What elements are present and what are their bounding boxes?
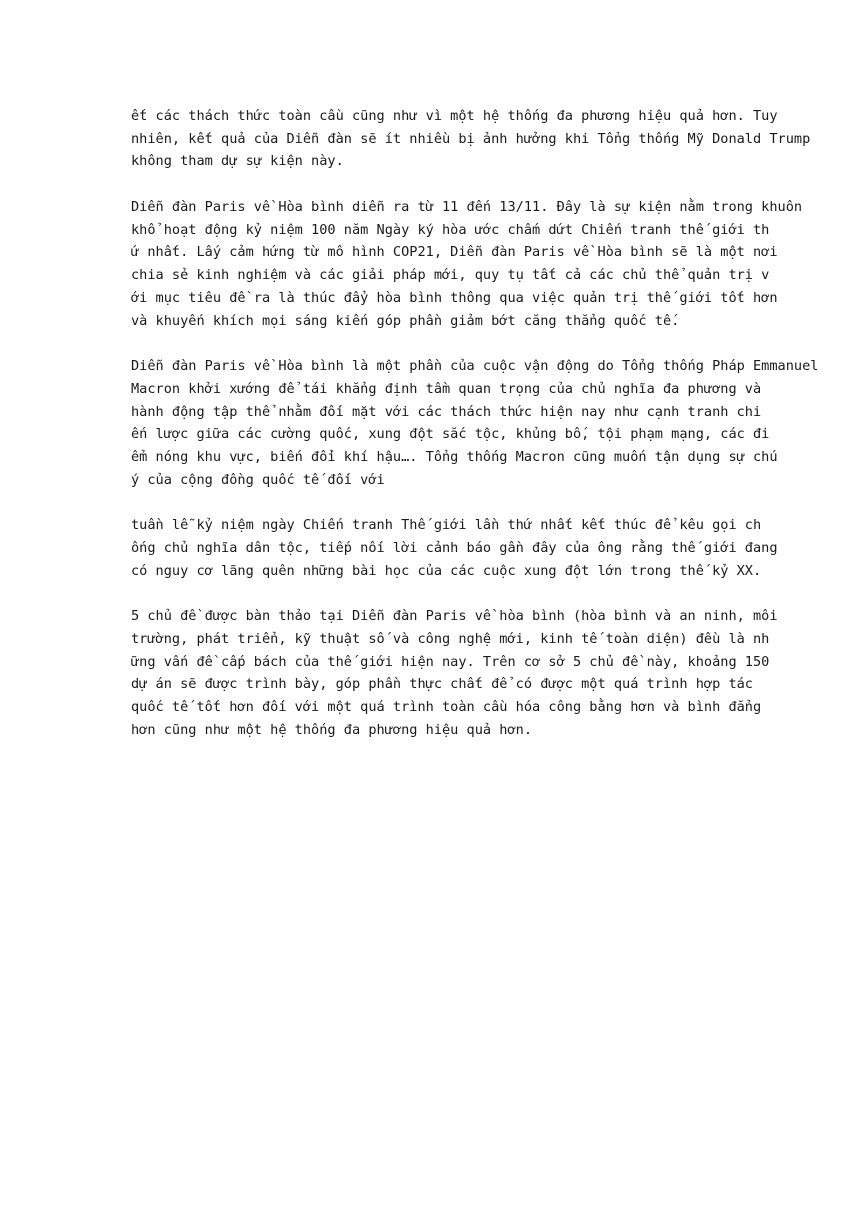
- text-line: quốc tế tốt hơn đối với một quá trình toàn cầu hóa công bằng hơn và bình đẳng: [131, 699, 762, 716]
- text-line: ới mục tiêu đề ra là thúc đẩy hòa bình thông qua việc quản trị thế giới tốt hơn: [131, 289, 778, 306]
- text-line: ứ nhất. Lấy cảm hứng từ mô hình COP21, Diễn đàn Paris về Hòa bình sẽ là một nơi: [131, 244, 778, 261]
- text-line: tuần lễ kỷ niệm ngày Chiến tranh Thế giới lần thứ nhất kết thúc để kêu gọi ch: [131, 517, 762, 534]
- text-line: Diễn đàn Paris về Hòa bình diễn ra từ 11 đến 13/11. Đây là sự kiện nằm trong khuôn: [131, 199, 803, 216]
- paragraph: [131, 355, 819, 491]
- text-line: hành động tập thể nhằm đối mặt với các thách thức hiện nay như cạnh tranh chi: [131, 403, 762, 420]
- text-line: ểm nóng khu vực, biến đổi khí hậu…. Tổng thống Macron cũng muốn tận dụng sự chú: [131, 448, 778, 465]
- text-line: ý của cộng đồng quốc tế đối với: [131, 471, 385, 488]
- text-line: trường, phát triển, kỹ thuật số và công nghệ mới, kinh tế toàn diện) đều là nh: [131, 631, 770, 648]
- text-line: không tham dự sự kiện này.: [131, 153, 344, 170]
- paragraph: [131, 605, 778, 741]
- text-line: Diễn đàn Paris về Hòa bình là một phần của cuộc vận động do Tổng thống Pháp Emmanuel: [131, 358, 819, 375]
- text-line: khổ hoạt động kỷ niệm 100 năm Ngày ký hòa ước chấm dứt Chiến tranh thế giới th: [131, 221, 770, 238]
- text-line: 5 chủ đề được bàn thảo tại Diễn đàn Paris về hòa bình (hòa bình và an ninh, môi: [131, 608, 778, 625]
- text-line: hơn cũng như một hệ thống đa phương hiệu quả hơn.: [131, 721, 533, 738]
- text-line: ững vấn đề cấp bách của thế giới hiện nay. Trên cơ sở 5 chủ đề này, khoảng 150: [131, 653, 770, 670]
- text-line: và khuyến khích mọi sáng kiến góp phần giảm bớt căng thẳng quốc tế.: [131, 312, 680, 329]
- text-line: ết các thách thức toàn cầu cũng như vì một hệ thống đa phương hiệu quả hơn. Tuy: [131, 108, 778, 124]
- text-line: dự án sẽ được trình bày, góp phần thực chất để có được một quá trình hợp tác: [131, 676, 753, 693]
- document-body: [131, 105, 819, 765]
- text-line: chia sẻ kinh nghiệm và các giải pháp mới, quy tụ tất cả các chủ thể quản trị v: [131, 267, 770, 284]
- paragraph: [131, 514, 778, 582]
- paragraph: [131, 196, 803, 332]
- text-line: Macron khởi xướng để tái khẳng định tầm quan trọng của chủ nghĩa đa phương và: [131, 380, 762, 397]
- text-line: ống chủ nghĩa dân tộc, tiếp nối lời cảnh báo gần đây của ông rằng thế giới đang: [131, 540, 778, 556]
- text-line: nhiên, kết quả của Diễn đàn sẽ ít nhiều bị ảnh hưởng khi Tổng thống Mỹ Donald Trump: [131, 130, 811, 147]
- text-line: ến lược giữa các cường quốc, xung đột sắc tộc, khủng bố, tội phạm mạng, các đi: [131, 426, 770, 443]
- text-line: có nguy cơ lãng quên những bài học của các cuộc xung đột lớn trong thế kỷ XX.: [131, 562, 762, 579]
- paragraph: [131, 105, 811, 173]
